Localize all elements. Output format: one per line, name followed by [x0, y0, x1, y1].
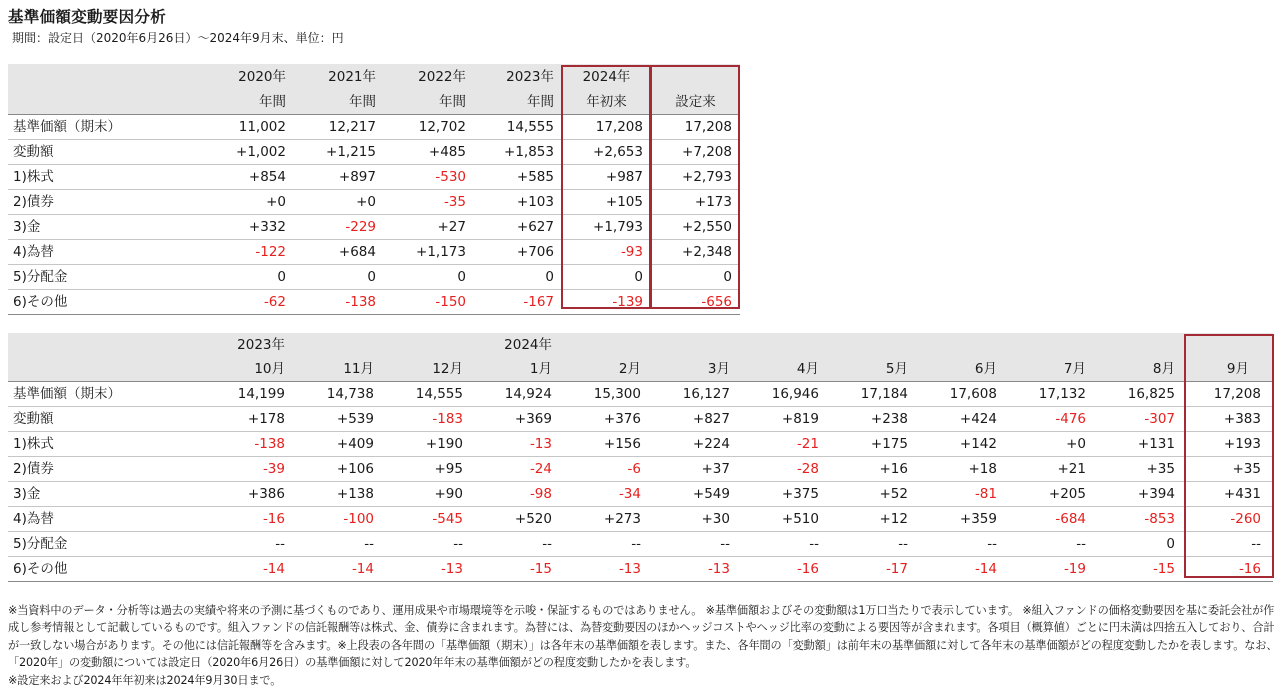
value-cell: -62 [204, 290, 294, 315]
table-row [8, 457, 1273, 482]
value-cell: -- [738, 532, 827, 557]
value-cell: -- [649, 532, 738, 557]
row-label: 基準価額（期末） [8, 382, 204, 407]
row-label: 6)その他 [8, 557, 204, 582]
value-cell: 0 [1094, 532, 1183, 557]
table-row [8, 190, 740, 215]
value-cell: -307 [1094, 407, 1183, 432]
value-cell: -183 [382, 407, 471, 432]
value-cell: 14,199 [204, 382, 293, 407]
value-cell: -14 [204, 557, 293, 582]
value-cell: +706 [474, 240, 562, 265]
value-cell: +2,793 [651, 165, 740, 190]
value-cell: +485 [384, 140, 474, 165]
value-cell: 0 [204, 265, 294, 290]
value-cell: +0 [204, 190, 294, 215]
row-label: 1)株式 [8, 165, 204, 190]
value-cell: +105 [562, 190, 651, 215]
header-row-years [8, 333, 1273, 357]
value-cell: 11,002 [204, 115, 294, 140]
value-cell: +35 [1094, 457, 1183, 482]
value-cell: -656 [651, 290, 740, 315]
value-cell: -24 [471, 457, 560, 482]
header-row-years [8, 64, 740, 89]
footnote-disclaimer: ※当資料中のデータ・分析等は過去の実績や将来の予測に基づくものであり、運用成果や市場環境等を示唆・保証するものではありません。 ※基準価額およびその変動額は1万口当たりで表示しています。 ※組入ファンドの価格変動要因を基に委託会社が作成し参考情報として記載しているものです。組入ファンドの信託報酬等は株式、金、債券に含まれます。為替には、為替変動要因のほかヘッジコストやヘッジ比率の変動による要因等が含まれます。各項目（概算値）ごとに円未満は四捨五入しており、合計が一致しない場合があります。その他には信託報酬等を含みます。※上段表の各年間の「基準価額（期末）」は各年末の基準価額を表します。また、各年間の「変動額」は前年末の基準価額に対して各年末の基準価額がどの程度変動したかを表します。なお、「2020年」の変動額については設定日（2020年6月26日）の基準価額に対して2020年年末の基準価額がどの程度変動したかを表します。 [8, 604, 1278, 670]
table-row [8, 240, 740, 265]
column-header-period: 設定来 [651, 89, 740, 115]
header-row-months [8, 357, 1273, 382]
value-cell: 14,555 [474, 115, 562, 140]
value-cell: +394 [1094, 482, 1183, 507]
page-title: 基準価額変動要因分析 [8, 8, 167, 26]
table-row [8, 382, 1273, 407]
value-cell: +1,853 [474, 140, 562, 165]
value-cell: -530 [384, 165, 474, 190]
value-cell: -- [1183, 532, 1273, 557]
header-blank-cell [649, 333, 738, 357]
value-cell: +30 [649, 507, 738, 532]
value-cell: -- [382, 532, 471, 557]
column-header-year: 2020年 [204, 64, 294, 89]
column-header-month: 8月 [1094, 357, 1183, 382]
value-cell: -35 [384, 190, 474, 215]
value-cell: +332 [204, 215, 294, 240]
column-header-year: 2023年 [204, 333, 293, 357]
value-cell: +35 [1183, 457, 1273, 482]
value-cell: -- [916, 532, 1005, 557]
value-cell: -19 [1005, 557, 1094, 582]
table-row [8, 482, 1273, 507]
value-cell: 14,555 [382, 382, 471, 407]
table-row [8, 215, 740, 240]
value-cell: 14,738 [293, 382, 382, 407]
column-header-month: 11月 [293, 357, 382, 382]
value-cell: -13 [471, 432, 560, 457]
row-label: 基準価額（期末） [8, 115, 204, 140]
value-cell: +273 [560, 507, 649, 532]
value-cell: -260 [1183, 507, 1273, 532]
row-label: 2)債券 [8, 190, 204, 215]
value-cell: +409 [293, 432, 382, 457]
value-cell: +173 [651, 190, 740, 215]
column-header-month: 4月 [738, 357, 827, 382]
column-header-month: 9月 [1183, 357, 1273, 382]
header-blank-cell [560, 333, 649, 357]
value-cell: -167 [474, 290, 562, 315]
header-row-periods [8, 89, 740, 115]
value-cell: +854 [204, 165, 294, 190]
value-cell: 16,946 [738, 382, 827, 407]
value-cell: +190 [382, 432, 471, 457]
value-cell: +175 [827, 432, 916, 457]
value-cell: 14,924 [471, 382, 560, 407]
value-cell: +539 [293, 407, 382, 432]
value-cell: -545 [382, 507, 471, 532]
value-cell: 12,217 [294, 115, 384, 140]
row-label: 4)為替 [8, 507, 204, 532]
header-blank-cell [1094, 333, 1183, 357]
value-cell: 15,300 [560, 382, 649, 407]
value-cell: +0 [1005, 432, 1094, 457]
value-cell: +103 [474, 190, 562, 215]
value-cell: +684 [294, 240, 384, 265]
value-cell: +987 [562, 165, 651, 190]
header-blank-cell [8, 357, 204, 382]
value-cell: -150 [384, 290, 474, 315]
value-cell: +95 [382, 457, 471, 482]
value-cell: +238 [827, 407, 916, 432]
value-cell: +431 [1183, 482, 1273, 507]
value-cell: +21 [1005, 457, 1094, 482]
column-header-year: 2024年 [471, 333, 560, 357]
value-cell: -13 [560, 557, 649, 582]
value-cell: +205 [1005, 482, 1094, 507]
value-cell: +27 [384, 215, 474, 240]
value-cell: +142 [916, 432, 1005, 457]
value-cell: +1,215 [294, 140, 384, 165]
table-row [8, 507, 1273, 532]
value-cell: +1,002 [204, 140, 294, 165]
value-cell: 0 [294, 265, 384, 290]
value-cell: -100 [293, 507, 382, 532]
value-cell: +424 [916, 407, 1005, 432]
column-header-month: 5月 [827, 357, 916, 382]
value-cell: -138 [294, 290, 384, 315]
value-cell: 16,825 [1094, 382, 1183, 407]
value-cell: -139 [562, 290, 651, 315]
value-cell: +2,550 [651, 215, 740, 240]
footnote-period: ※設定来および2024年年初来は2024年9月30日まで。 [8, 673, 282, 687]
column-header-period: 年間 [384, 89, 474, 115]
row-label: 2)債券 [8, 457, 204, 482]
value-cell: -14 [293, 557, 382, 582]
value-cell: +193 [1183, 432, 1273, 457]
value-cell: -39 [204, 457, 293, 482]
column-header-month: 3月 [649, 357, 738, 382]
value-cell: -853 [1094, 507, 1183, 532]
header-blank-cell [8, 333, 204, 357]
value-cell: +90 [382, 482, 471, 507]
value-cell: +2,653 [562, 140, 651, 165]
column-header-year: 2022年 [384, 64, 474, 89]
value-cell: +827 [649, 407, 738, 432]
value-cell: -122 [204, 240, 294, 265]
value-cell: +819 [738, 407, 827, 432]
column-header-year [651, 64, 740, 89]
value-cell: -17 [827, 557, 916, 582]
value-cell: -16 [738, 557, 827, 582]
header-blank-cell [293, 333, 382, 357]
column-header-year: 2021年 [294, 64, 384, 89]
value-cell: -93 [562, 240, 651, 265]
value-cell: -34 [560, 482, 649, 507]
row-label: 5)分配金 [8, 532, 204, 557]
table-row [8, 290, 740, 315]
value-cell: +383 [1183, 407, 1273, 432]
table-row [8, 140, 740, 165]
value-cell: 12,702 [384, 115, 474, 140]
value-cell: +369 [471, 407, 560, 432]
value-cell: 0 [474, 265, 562, 290]
table-row [8, 532, 1273, 557]
value-cell: +1,173 [384, 240, 474, 265]
value-cell: 0 [384, 265, 474, 290]
value-cell: -684 [1005, 507, 1094, 532]
value-cell: +37 [649, 457, 738, 482]
monthly-change-table [8, 333, 1273, 582]
value-cell: +585 [474, 165, 562, 190]
value-cell: +1,793 [562, 215, 651, 240]
header-blank-cell [8, 89, 204, 115]
column-header-year: 2024年 [562, 64, 651, 89]
row-label: 6)その他 [8, 290, 204, 315]
value-cell: +627 [474, 215, 562, 240]
column-header-month: 2月 [560, 357, 649, 382]
value-cell: 17,208 [1183, 382, 1273, 407]
header-blank-cell [382, 333, 471, 357]
value-cell: -- [471, 532, 560, 557]
value-cell: -6 [560, 457, 649, 482]
value-cell: -- [827, 532, 916, 557]
value-cell: +7,208 [651, 140, 740, 165]
value-cell: -16 [204, 507, 293, 532]
header-blank-cell [1183, 333, 1273, 357]
value-cell: +386 [204, 482, 293, 507]
table-row [8, 265, 740, 290]
table-row [8, 407, 1273, 432]
column-header-month: 6月 [916, 357, 1005, 382]
value-cell: -13 [649, 557, 738, 582]
value-cell: -229 [294, 215, 384, 240]
value-cell: +897 [294, 165, 384, 190]
column-header-period: 年初来 [562, 89, 651, 115]
value-cell: -98 [471, 482, 560, 507]
column-header-period: 年間 [204, 89, 294, 115]
value-cell: +131 [1094, 432, 1183, 457]
value-cell: +520 [471, 507, 560, 532]
value-cell: 17,208 [651, 115, 740, 140]
period-unit-caption: 期間：設定日（2020年6月26日）～2024年9月末、単位：円 [12, 31, 344, 45]
header-blank-cell [1005, 333, 1094, 357]
value-cell: +375 [738, 482, 827, 507]
value-cell: +16 [827, 457, 916, 482]
column-header-month: 10月 [204, 357, 293, 382]
row-label: 1)株式 [8, 432, 204, 457]
value-cell: +52 [827, 482, 916, 507]
table-row [8, 115, 740, 140]
value-cell: -- [560, 532, 649, 557]
column-header-month: 12月 [382, 357, 471, 382]
value-cell: 17,208 [562, 115, 651, 140]
value-cell: -13 [382, 557, 471, 582]
row-label: 5)分配金 [8, 265, 204, 290]
value-cell: +224 [649, 432, 738, 457]
header-blank-cell [8, 64, 204, 89]
value-cell: 17,608 [916, 382, 1005, 407]
annual-change-table [8, 64, 740, 315]
value-cell: 17,132 [1005, 382, 1094, 407]
column-header-month: 7月 [1005, 357, 1094, 382]
value-cell: -- [204, 532, 293, 557]
value-cell: 17,184 [827, 382, 916, 407]
value-cell: -81 [916, 482, 1005, 507]
value-cell: -476 [1005, 407, 1094, 432]
value-cell: -14 [916, 557, 1005, 582]
column-header-period: 年間 [294, 89, 384, 115]
value-cell: +376 [560, 407, 649, 432]
value-cell: 0 [562, 265, 651, 290]
row-label: 4)為替 [8, 240, 204, 265]
value-cell: -138 [204, 432, 293, 457]
value-cell: -21 [738, 432, 827, 457]
row-label: 変動額 [8, 407, 204, 432]
value-cell: +549 [649, 482, 738, 507]
row-label: 3)金 [8, 482, 204, 507]
header-blank-cell [827, 333, 916, 357]
value-cell: 0 [651, 265, 740, 290]
value-cell: +156 [560, 432, 649, 457]
column-header-year: 2023年 [474, 64, 562, 89]
header-blank-cell [916, 333, 1005, 357]
value-cell: +12 [827, 507, 916, 532]
value-cell: +510 [738, 507, 827, 532]
value-cell: +0 [294, 190, 384, 215]
column-header-period: 年間 [474, 89, 562, 115]
table-row [8, 557, 1273, 582]
value-cell: +2,348 [651, 240, 740, 265]
value-cell: -15 [471, 557, 560, 582]
value-cell: -- [1005, 532, 1094, 557]
table-row [8, 165, 740, 190]
table-row [8, 432, 1273, 457]
value-cell: +18 [916, 457, 1005, 482]
column-header-month: 1月 [471, 357, 560, 382]
footnotes [8, 602, 1278, 689]
value-cell: -- [293, 532, 382, 557]
value-cell: +106 [293, 457, 382, 482]
row-label: 3)金 [8, 215, 204, 240]
value-cell: +138 [293, 482, 382, 507]
value-cell: -15 [1094, 557, 1183, 582]
value-cell: -28 [738, 457, 827, 482]
row-label: 変動額 [8, 140, 204, 165]
value-cell: +178 [204, 407, 293, 432]
header-blank-cell [738, 333, 827, 357]
value-cell: +359 [916, 507, 1005, 532]
value-cell: 16,127 [649, 382, 738, 407]
value-cell: -16 [1183, 557, 1273, 582]
